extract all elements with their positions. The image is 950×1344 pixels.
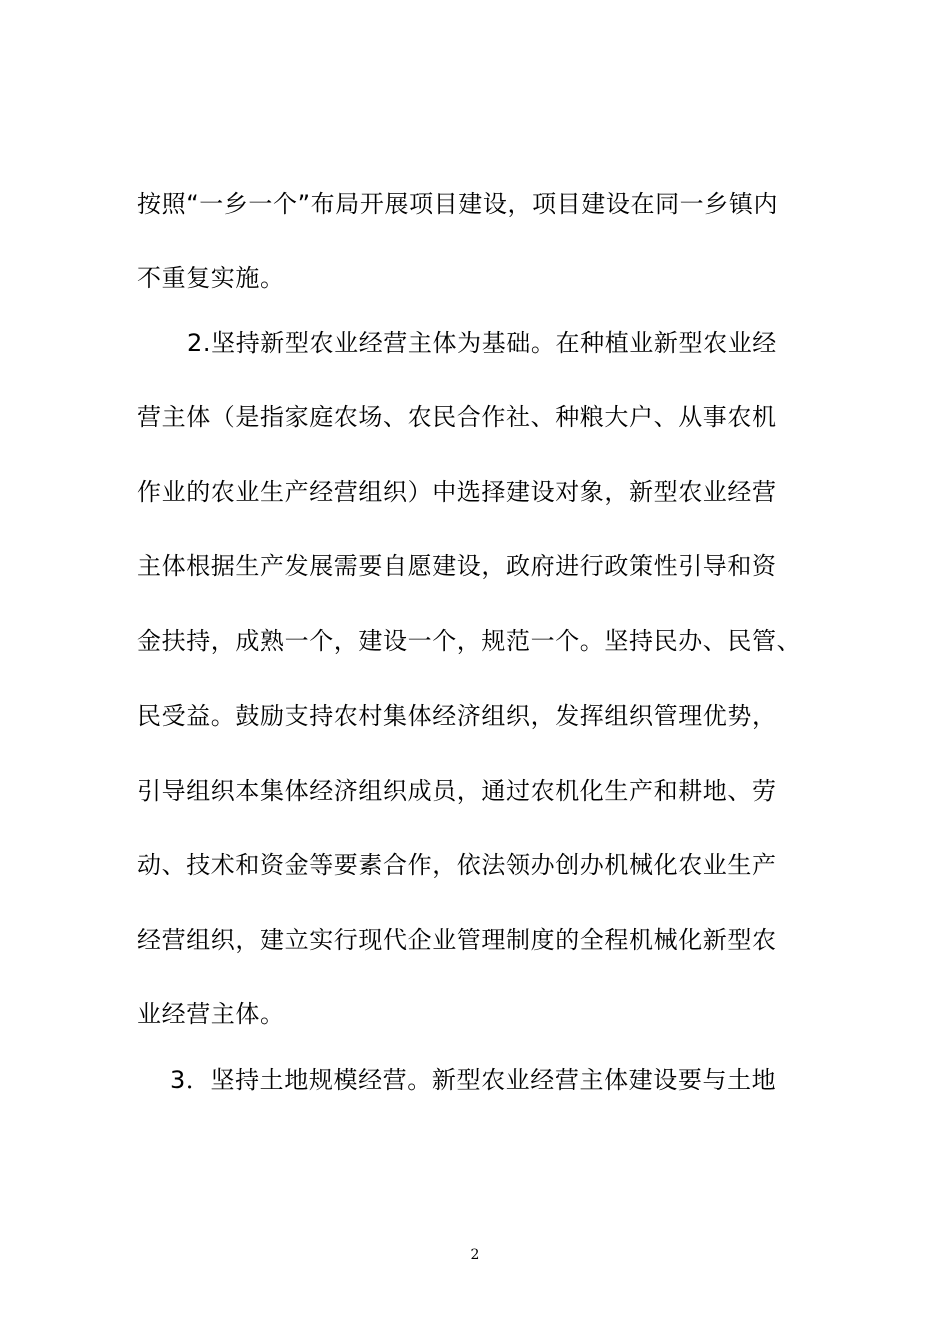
text-line: 民受益。鼓励支持农村集体经济组织，发挥组织管理优势， [137, 702, 777, 730]
paragraph-3-start: 3．坚持土地规模经营。新型农业经营主体建设要与土地 [170, 1066, 777, 1094]
text-line: 经营组织，建立实行现代企业管理制度的全程机械化新型农 [137, 926, 777, 954]
text-line: 营主体（是指家庭农场、农民合作社、种粮大户、从事农机 [137, 403, 777, 431]
paragraph-2-start: 2.坚持新型农业经营主体为基础。在种植业新型农业经 [187, 329, 777, 357]
text-line: 引导组织本集体经济组织成员，通过农机化生产和耕地、劳 [137, 777, 777, 805]
text-line: 作业的农业生产经营组织）中选择建设对象，新型农业经营 [137, 478, 777, 506]
text-line: 业经营主体。 [137, 1000, 285, 1028]
text-line: 按照“一乡一个”布局开展项目建设，项目建设在同一乡镇内 [137, 190, 779, 218]
text-line: 动、技术和资金等要素合作，依法领办创办机械化农业生产 [137, 851, 777, 879]
text-line: 不重复实施。 [137, 264, 285, 292]
text-line: 主体根据生产发展需要自愿建设，政府进行政策性引导和资 [137, 552, 777, 580]
text-line: 金扶持，成熟一个，建设一个，规范一个。坚持民办、民管、 [137, 627, 802, 655]
page-number: 2 [470, 1247, 480, 1263]
